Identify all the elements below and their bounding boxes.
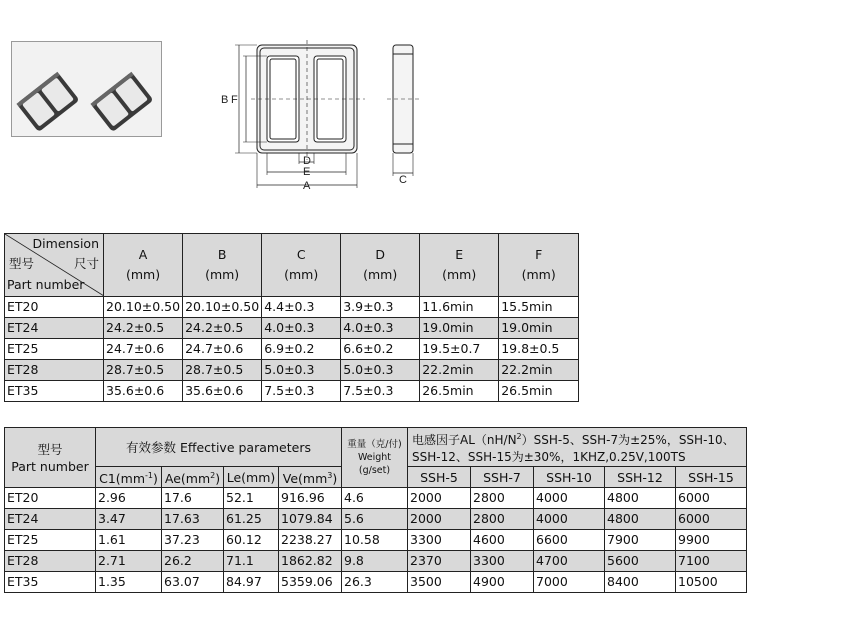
al-cell: 6600: [534, 530, 605, 551]
ve-cell: 1862.82: [279, 551, 342, 572]
dim-cell: 6.9±0.2: [262, 339, 341, 360]
dim-cell: 7.5±0.3: [341, 381, 420, 402]
dim-cell: 24.7±0.6: [104, 339, 183, 360]
al-cell: 4600: [471, 530, 534, 551]
al-cell: 7100: [676, 551, 747, 572]
dim-cell: 35.6±0.6: [104, 381, 183, 402]
al-cell: 4800: [605, 509, 676, 530]
part-number-cell: ET24: [5, 318, 104, 339]
weight-cell: 4.6: [342, 488, 408, 509]
core-dimension-drawing: [215, 38, 425, 198]
le-header: Le(mm): [224, 467, 279, 488]
ae-cell: 63.07: [162, 572, 224, 593]
al-cell: 4800: [605, 488, 676, 509]
ve-header: $Ve(mm^3)$: [279, 467, 342, 488]
column-header-f: F (mm): [499, 234, 579, 297]
dim-cell: 15.5min: [499, 297, 579, 318]
ae-header: $Ae(mm^2)$: [162, 467, 224, 488]
ve-cell: 5359.06: [279, 572, 342, 593]
dim-cell: 4.4±0.3: [262, 297, 341, 318]
table-row: [5, 488, 747, 509]
le-cell: 61.25: [224, 509, 279, 530]
al-header: 电感因子$AL(nH/N^2)SSH-5$、SSH-7为±25%，SSH-10、SSH-12、SSH-15为±30%，1KHZ,0.25V,100TS: [408, 428, 747, 467]
model-header: 型号 Part number: [5, 428, 96, 488]
corner-size-cn-label: 尺寸: [73, 256, 99, 271]
le-cell: 84.97: [224, 572, 279, 593]
table-row: [5, 530, 747, 551]
material-header-ssh7: SSH-7: [471, 467, 534, 488]
product-photo: [11, 41, 162, 137]
table-row: [5, 360, 579, 381]
weight-header: 重量（克/付) Weight (g/set): [342, 428, 408, 488]
dim-cell: 6.6±0.2: [341, 339, 420, 360]
al-cell: 6000: [676, 509, 747, 530]
dim-cell: 26.5min: [499, 381, 579, 402]
material-header-ssh5: SSH-5: [408, 467, 471, 488]
le-cell: 60.12: [224, 530, 279, 551]
column-header-d: D (mm): [341, 234, 420, 297]
dim-cell: 5.0±0.3: [262, 360, 341, 381]
dim-label-b: B: [221, 94, 229, 106]
dim-cell: 20.10±0.50: [183, 297, 262, 318]
c1-cell: 2.71: [96, 551, 162, 572]
weight-cell: 5.6: [342, 509, 408, 530]
al-cell: 6000: [676, 488, 747, 509]
part-number-cell: ET28: [5, 551, 96, 572]
part-number-cell: ET20: [5, 488, 96, 509]
part-number-cell: ET25: [5, 339, 104, 360]
dim-cell: 19.0min: [420, 318, 499, 339]
al-cell: 3300: [408, 530, 471, 551]
dim-cell: 28.7±0.5: [104, 360, 183, 381]
c1-cell: 3.47: [96, 509, 162, 530]
part-number-cell: ET35: [5, 381, 104, 402]
le-cell: 52.1: [224, 488, 279, 509]
al-cell: 7900: [605, 530, 676, 551]
weight-cell: 26.3: [342, 572, 408, 593]
dim-label-d: D: [303, 155, 311, 167]
dim-label-a: A: [303, 180, 311, 192]
al-cell: 9900: [676, 530, 747, 551]
ae-cell: 17.63: [162, 509, 224, 530]
weight-cell: 10.58: [342, 530, 408, 551]
al-cell: 4900: [471, 572, 534, 593]
dim-cell: 4.0±0.3: [262, 318, 341, 339]
al-cell: 2000: [408, 509, 471, 530]
weight-cell: 9.8: [342, 551, 408, 572]
c1-cell: 1.35: [96, 572, 162, 593]
ve-cell: 916.96: [279, 488, 342, 509]
dim-cell: 19.5±0.7: [420, 339, 499, 360]
dim-cell: 11.6min: [420, 297, 499, 318]
part-number-cell: ET35: [5, 572, 96, 593]
part-number-cell: ET28: [5, 360, 104, 381]
al-cell: 4000: [534, 509, 605, 530]
column-header-a: A (mm): [104, 234, 183, 297]
ae-cell: 17.6: [162, 488, 224, 509]
c1-cell: 1.61: [96, 530, 162, 551]
al-cell: 3500: [408, 572, 471, 593]
material-header-ssh15: SSH-15: [676, 467, 747, 488]
part-number-cell: ET25: [5, 530, 96, 551]
c1-cell: 2.96: [96, 488, 162, 509]
al-cell: 2800: [471, 509, 534, 530]
al-cell: 4700: [534, 551, 605, 572]
al-cell: 2800: [471, 488, 534, 509]
dim-cell: 26.5min: [420, 381, 499, 402]
dim-cell: 22.2min: [420, 360, 499, 381]
al-cell: 7000: [534, 572, 605, 593]
le-cell: 71.1: [224, 551, 279, 572]
corner-part-number-label: Part number: [7, 277, 85, 292]
column-header-e: E (mm): [420, 234, 499, 297]
column-header-b: B (mm): [183, 234, 262, 297]
c1-header: $C1(mm^{-1})$: [96, 467, 162, 488]
table-row: [5, 339, 579, 360]
dim-cell: 4.0±0.3: [341, 318, 420, 339]
corner-model-cn-label: 型号: [9, 256, 35, 271]
al-cell: 3300: [471, 551, 534, 572]
al-cell: 8400: [605, 572, 676, 593]
dim-cell: 35.6±0.6: [183, 381, 262, 402]
table-row: [5, 572, 747, 593]
ae-cell: 37.23: [162, 530, 224, 551]
table-row: [5, 318, 579, 339]
dim-cell: 22.2min: [499, 360, 579, 381]
dim-cell: 20.10±0.50: [104, 297, 183, 318]
dim-cell: 24.2±0.5: [183, 318, 262, 339]
dim-cell: 3.9±0.3: [341, 297, 420, 318]
al-cell: 4000: [534, 488, 605, 509]
column-header-c: C (mm): [262, 234, 341, 297]
dimension-table-corner: [5, 234, 104, 297]
ferrite-core-photo-icon: [12, 42, 161, 136]
dim-cell: 19.8±0.5: [499, 339, 579, 360]
al-cell: 2370: [408, 551, 471, 572]
ve-cell: 1079.84: [279, 509, 342, 530]
table-row: [5, 381, 579, 402]
material-header-ssh12: SSH-12: [605, 467, 676, 488]
dimension-table: [4, 233, 579, 402]
al-cell: 5600: [605, 551, 676, 572]
dim-label-e: E: [303, 166, 311, 178]
dim-cell: 24.2±0.5: [104, 318, 183, 339]
part-number-cell: ET20: [5, 297, 104, 318]
dim-cell: 7.5±0.3: [262, 381, 341, 402]
effective-params-header: 有效参数 Effective parameters: [96, 428, 342, 467]
parameters-table: [4, 427, 747, 593]
al-cell: 10500: [676, 572, 747, 593]
dim-cell: 28.7±0.5: [183, 360, 262, 381]
corner-dimension-label: Dimension: [32, 236, 99, 251]
ae-cell: 26.2: [162, 551, 224, 572]
dim-label-f: F: [231, 94, 238, 106]
table-row: [5, 509, 747, 530]
ve-cell: 2238.27: [279, 530, 342, 551]
dim-cell: 5.0±0.3: [341, 360, 420, 381]
table-row: [5, 551, 747, 572]
dim-cell: 24.7±0.6: [183, 339, 262, 360]
part-number-cell: ET24: [5, 509, 96, 530]
table-row: [5, 297, 579, 318]
dim-cell: 19.0min: [499, 318, 579, 339]
al-cell: 2000: [408, 488, 471, 509]
material-header-ssh10: SSH-10: [534, 467, 605, 488]
dim-label-c: C: [399, 174, 407, 186]
